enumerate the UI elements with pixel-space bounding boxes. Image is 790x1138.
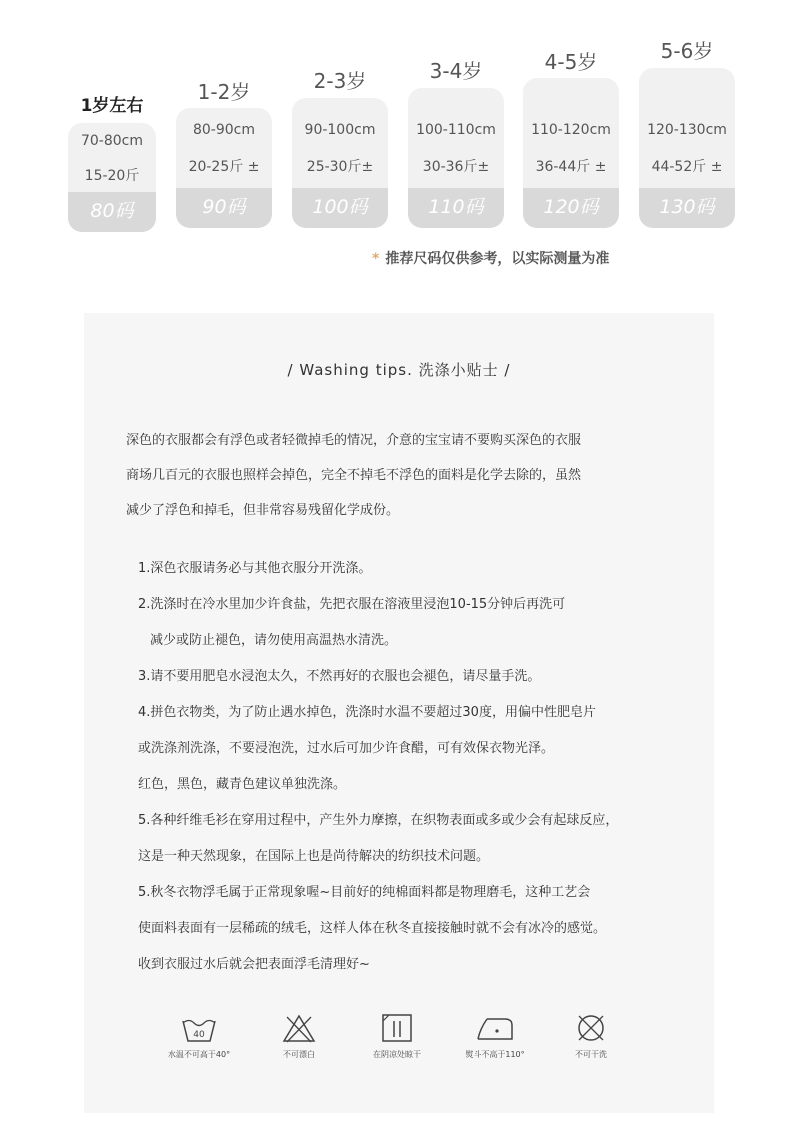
size-card <box>408 88 504 228</box>
intro-line: 商场几百元的衣服也照样会掉色，完全不掉毛不浮色的面料是化学去除的，虽然 <box>126 468 582 483</box>
size-code: 100码 <box>292 188 388 228</box>
tip-line: 1.深色衣服请务必与其他衣服分开洗涤。 <box>138 561 372 576</box>
weight-range: 36-44斤 ± <box>535 159 607 175</box>
age-label: 1岁左右 <box>80 96 144 116</box>
size-card <box>176 108 272 228</box>
iron-110-icon <box>475 1013 515 1043</box>
tip-line: 收到衣服过水后就会把表面浮毛清理好~ <box>138 957 370 972</box>
size-code: 120码 <box>523 188 619 228</box>
weight-range: 25-30斤± <box>306 159 374 175</box>
weight-range: 15-20斤 <box>84 168 140 184</box>
care-label: 不可干洗 <box>575 1050 607 1059</box>
size-code: 90码 <box>176 188 272 228</box>
intro-line: 深色的衣服都会有浮色或者轻微掉毛的情况，介意的宝宝请不要购买深色的衣服 <box>126 433 582 448</box>
size-card <box>68 123 156 232</box>
care-symbol <box>546 1013 636 1060</box>
washing-tips-title: / Washing tips. 洗涤小贴士 / <box>287 361 511 379</box>
weight-range: 30-36斤± <box>422 159 490 175</box>
age-label: 3-4岁 <box>429 59 483 83</box>
size-note-text: 推荐尺码仅供参考，以实际测量为准 <box>385 251 610 267</box>
tip-line: 2.洗涤时在冷水里加少许食盐，先把衣服在溶液里浸泡10-15分钟后再洗可 <box>138 597 566 612</box>
height-range: 70-80cm <box>80 133 143 149</box>
intro-line: 减少了浮色和掉毛，但非常容易残留化学成份。 <box>126 503 400 518</box>
height-range: 90-100cm <box>304 122 376 138</box>
shade-dry-icon <box>379 1013 415 1043</box>
size-code: 80码 <box>68 192 156 232</box>
asterisk-icon: * <box>372 251 380 267</box>
care-label: 不可漂白 <box>283 1050 315 1059</box>
size-code: 110码 <box>408 188 504 228</box>
age-label: 5-6岁 <box>660 39 714 63</box>
size-card <box>639 68 735 228</box>
care-symbol <box>254 1013 344 1060</box>
care-label: 在阴凉处晾干 <box>373 1050 421 1059</box>
wash-40-icon <box>181 1013 217 1043</box>
care-symbol <box>450 1013 540 1060</box>
size-note <box>372 248 609 268</box>
height-range: 100-110cm <box>416 122 496 138</box>
washing-tips-panel <box>84 313 714 1113</box>
care-label: 水温不可高于40° <box>167 1050 231 1059</box>
age-label: 2-3岁 <box>313 69 367 93</box>
height-range: 120-130cm <box>647 122 727 138</box>
tip-line: 3.请不要用肥皂水浸泡太久，不然再好的衣服也会褪色，请尽量手洗。 <box>138 669 541 684</box>
care-symbol <box>154 1013 244 1060</box>
weight-range: 44-52斤 ± <box>651 159 723 175</box>
tip-line: 4.拼色衣物类，为了防止遇水掉色，洗涤时水温不要超过30度，用偏中性肥皂片 <box>138 705 596 720</box>
no-bleach-icon <box>281 1013 317 1043</box>
tip-line: 5.秋冬衣物浮毛属于正常现象喔~目前好的纯棉面料都是物理磨毛，这种工艺会 <box>138 885 591 900</box>
size-card <box>523 78 619 228</box>
no-dry-clean-icon <box>573 1013 609 1043</box>
age-label: 4-5岁 <box>544 50 598 74</box>
care-label: 熨斗不高于110° <box>465 1050 525 1059</box>
tip-line: 或洗涤剂洗涤，不要浸泡洗，过水后可加少许食醋，可有效保衣物光泽。 <box>138 741 555 756</box>
size-card <box>292 98 388 228</box>
size-code: 130码 <box>639 188 735 228</box>
tip-line: 使面料表面有一层稀疏的绒毛，这样人体在秋冬直接接触时就不会有冰冷的感觉。 <box>138 921 607 936</box>
svg-text:40: 40 <box>193 1030 205 1040</box>
height-range: 110-120cm <box>531 122 611 138</box>
tip-line: 5.各种纤维毛衫在穿用过程中，产生外力摩擦，在织物表面或多或少会有起球反应， <box>138 813 619 828</box>
tip-line: 减少或防止褪色，请勿使用高温热水清洗。 <box>150 633 398 648</box>
height-range: 80-90cm <box>192 122 255 138</box>
age-label: 1-2岁 <box>197 80 251 104</box>
tip-line: 这是一种天然现象，在国际上也是尚待解决的纺织技术问题。 <box>138 849 490 864</box>
care-symbol <box>352 1013 442 1060</box>
weight-range: 20-25斤 ± <box>188 159 260 175</box>
tip-line: 红色，黑色，藏青色建议单独洗涤。 <box>138 777 347 792</box>
